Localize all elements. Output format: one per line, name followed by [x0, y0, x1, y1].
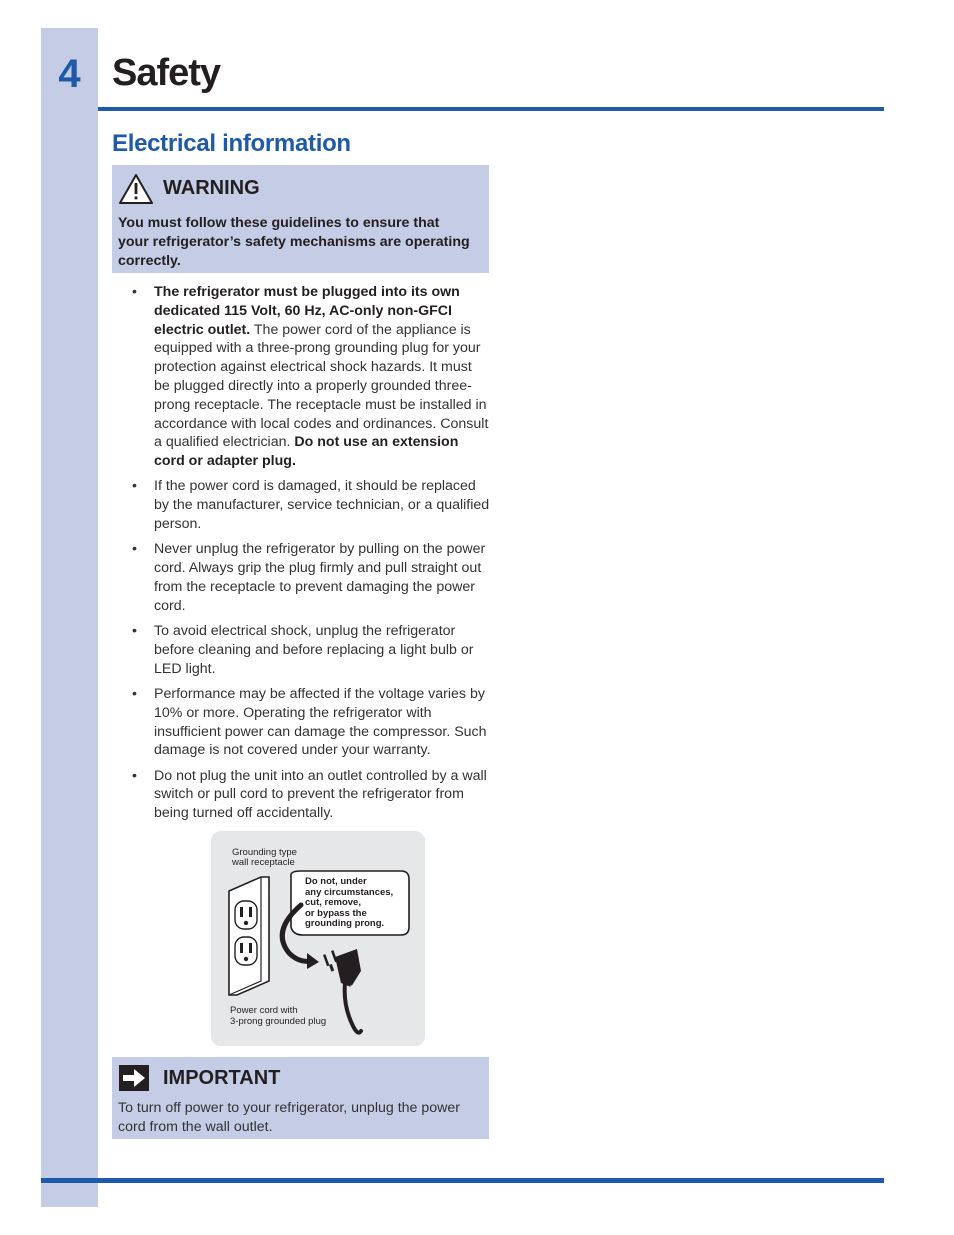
page-title: Safety	[112, 52, 221, 94]
important-panel	[112, 1057, 489, 1139]
receptacle-label-line-1: Grounding type	[232, 847, 297, 858]
callout-line-1: Do not, under	[305, 876, 367, 887]
receptacle-label-line-2: wall receptacle	[232, 857, 295, 868]
bullet-text: If the power cord is damaged, it should be replaced by the manufacturer, service technician, or a qualified person.	[154, 478, 490, 533]
safety-bullet-list	[130, 283, 490, 830]
bullet-text: Never unplug the refrigerator by pulling on the power cord. Always grip the plug firmly and pull straight out from the receptacle to prevent damaging the power cord.	[154, 541, 486, 614]
section-heading: Electrical information	[112, 130, 351, 157]
bullet-text: The power cord of the appliance is equipped with a three-prong grounding plug for your protection against electrical shock hazards. It must be plugged directly into a properly grounded three-prong receptacle. The receptacle must be installed in accordance with local codes and ordinances. Consult a qualified electrician.	[154, 321, 489, 451]
warning-panel	[112, 165, 489, 273]
callout-line-4: or bypass the	[305, 907, 367, 919]
bullet-dot: •	[132, 478, 137, 495]
bullet-bold-lead: The refrigerator must be plugged into its own dedicated 115 Volt, 60 Hz, AC-only non-GFCI electric outlet.	[154, 284, 460, 338]
callout-line-2: any circumstances,	[305, 886, 394, 898]
bullet-dot: •	[132, 284, 137, 300]
warning-title: WARNING	[163, 177, 260, 199]
important-text: To turn off power to your refrigerator, unplug the power cord from the wall outlet.	[118, 1100, 461, 1135]
three-prong-plug-icon	[323, 949, 361, 1033]
callout-line-3: cut, remove,	[305, 897, 361, 908]
list-item	[130, 283, 490, 471]
bullet-dot: •	[132, 623, 137, 640]
arrow-right-icon	[119, 1065, 149, 1091]
page-number: 4	[58, 52, 81, 96]
list-item	[130, 477, 490, 533]
bullet-bold-tail: Do not use an extension cord or adapter plug.	[154, 434, 459, 470]
warning-triangle-icon	[118, 173, 154, 205]
warning-text: You must follow these guidelines to ensure that your refrigerator’s safety mechanisms are operating correctly.	[118, 215, 470, 269]
callout-line-5: grounding prong.	[305, 918, 385, 929]
cord-label-line-1: Power cord with	[230, 1005, 298, 1016]
footer-divider	[41, 1178, 884, 1183]
wall-plate-icon	[229, 877, 269, 995]
header-divider	[98, 107, 884, 111]
grounding-plug-illustration	[211, 831, 425, 1046]
bullet-dot: •	[132, 685, 137, 702]
bullet-text: Performance may be affected if the voltage varies by 10% or more. Operating the refrigerator with insufficient power can damage the compressor. Such damage is not covered under your warranty.	[154, 685, 487, 759]
page-sidebar	[41, 28, 98, 1207]
bullet-dot: •	[132, 541, 137, 558]
list-item	[130, 685, 490, 760]
bullet-text: To avoid electrical shock, unplug the refrigerator before cleaning and before replacing a light bulb or LED light.	[154, 623, 474, 677]
list-item	[130, 767, 490, 823]
important-title: IMPORTANT	[163, 1067, 281, 1089]
list-item	[130, 622, 490, 678]
bullet-dot: •	[132, 767, 137, 784]
cord-label-line-2: 3-prong grounded plug	[230, 1015, 327, 1027]
list-item	[130, 540, 490, 615]
bullet-text: Do not plug the unit into an outlet controlled by a wall switch or pull cord to prevent the refrigerator from being turned off accidentally.	[154, 767, 487, 822]
